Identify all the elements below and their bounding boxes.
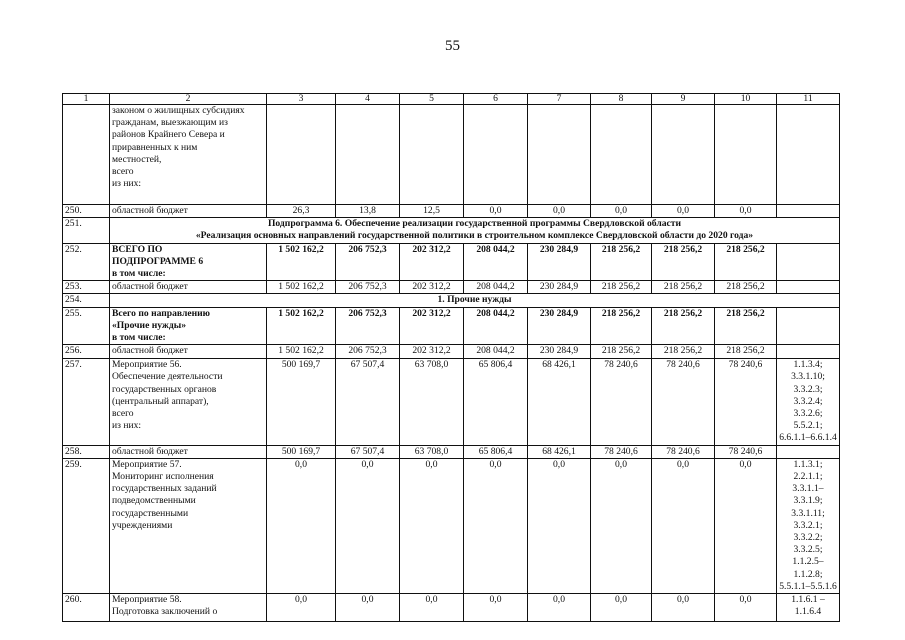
page-number: 55	[445, 38, 460, 54]
value-cell: 0,0	[652, 594, 715, 622]
value-cell: 218 256,2	[652, 281, 715, 294]
value-cell: 206 752,3	[336, 243, 400, 281]
value-cell	[528, 105, 591, 205]
target-ref: 3.3.1.1–3.3.1.9;	[792, 483, 824, 507]
row-number: 252.	[63, 243, 110, 281]
row-label-line: Мониторинг исполнения	[112, 471, 214, 483]
target-ref: 6.6.1.1–6.6.1.4	[779, 432, 837, 444]
target-ref: 5.5.2.1;	[793, 420, 823, 432]
value-cell: 0,0	[715, 594, 777, 622]
row-label	[110, 594, 267, 622]
table-row	[63, 281, 840, 294]
value-cell: 218 256,2	[715, 243, 777, 281]
section-heading-line: «Реализация основных направлений государственной политики в строительном комплексе Свердловской области до 2020 года»	[195, 230, 754, 242]
value-cell: 0,0	[464, 594, 528, 622]
row-number: 257.	[63, 359, 110, 445]
row-number: 258.	[63, 445, 110, 458]
value-cell: 208 044,2	[464, 281, 528, 294]
value-cell: 500 169,7	[267, 445, 336, 458]
value-cell: 1 502 162,2	[267, 281, 336, 294]
value-cell: 1 502 162,2	[267, 345, 336, 359]
row-label-line: областной бюджет	[112, 345, 188, 357]
value-cell: 68 426,1	[528, 445, 591, 458]
table-row	[63, 458, 840, 593]
value-cell	[400, 105, 464, 205]
target-ref: 3.3.1.10;	[791, 371, 825, 383]
row-label-line: (центральный аппарат),	[112, 395, 209, 407]
value-cell: 26,3	[267, 205, 336, 218]
value-cell: 0,0	[528, 205, 591, 218]
value-cell: 0,0	[400, 594, 464, 622]
column-header-5: 5	[400, 94, 464, 105]
row-label-line: государственных органов	[112, 383, 217, 395]
section-heading	[110, 294, 840, 307]
value-cell: 206 752,3	[336, 281, 400, 294]
value-cell: 78 240,6	[652, 359, 715, 445]
value-cell: 0,0	[336, 594, 400, 622]
target-refs	[777, 445, 840, 458]
row-number: 255.	[63, 307, 110, 345]
row-number: 260.	[63, 594, 110, 622]
column-header-4: 4	[336, 94, 400, 105]
target-refs	[777, 281, 840, 294]
row-label	[110, 445, 267, 458]
column-header-row	[63, 94, 840, 105]
value-cell: 218 256,2	[591, 281, 652, 294]
value-cell: 218 256,2	[652, 243, 715, 281]
value-cell: 218 256,2	[715, 281, 777, 294]
row-label-line: областной бюджет	[112, 281, 188, 293]
value-cell: 78 240,6	[652, 445, 715, 458]
row-label-line: приравненных к ним	[112, 141, 198, 153]
table-row	[63, 345, 840, 359]
value-cell: 0,0	[400, 458, 464, 593]
row-label-line: в том числе:	[112, 268, 166, 280]
target-refs	[777, 594, 840, 622]
column-header-3: 3	[267, 94, 336, 105]
value-cell: 230 284,9	[528, 243, 591, 281]
value-cell: 0,0	[715, 458, 777, 593]
row-label-line: из них:	[112, 178, 142, 190]
target-refs	[777, 458, 840, 593]
column-header-7: 7	[528, 94, 591, 105]
value-cell: 0,0	[715, 205, 777, 218]
column-header-2: 2	[110, 94, 267, 105]
target-ref: 2.2.1.1;	[793, 471, 823, 483]
row-label-line: подведомственными	[112, 495, 196, 507]
target-ref: 3.3.2.5;	[793, 544, 823, 556]
target-refs	[777, 205, 840, 218]
row-label	[110, 243, 267, 281]
budget-table	[62, 93, 840, 622]
value-cell: 206 752,3	[336, 307, 400, 345]
target-refs	[777, 243, 840, 281]
column-header-1: 1	[63, 94, 110, 105]
value-cell: 0,0	[464, 205, 528, 218]
target-ref: 1.1.3.4;	[793, 359, 823, 371]
value-cell: 230 284,9	[528, 345, 591, 359]
value-cell: 68 426,1	[528, 359, 591, 445]
row-label	[110, 307, 267, 345]
column-header-10: 10	[715, 94, 777, 105]
table-row	[63, 205, 840, 218]
value-cell: 206 752,3	[336, 345, 400, 359]
row-label-line: Мероприятие 57.	[112, 458, 182, 470]
value-cell: 0,0	[591, 594, 652, 622]
section-heading-line: 1. Прочие нужды	[437, 294, 512, 306]
row-label-line: Мероприятие 58.	[112, 594, 182, 606]
row-number: 250.	[63, 205, 110, 218]
target-ref: 3.3.2.2;	[793, 532, 823, 544]
row-label-line: из них:	[112, 420, 142, 432]
row-number: 259.	[63, 458, 110, 593]
value-cell: 500 169,7	[267, 359, 336, 445]
row-label-line: ПОДПРОГРАММЕ 6	[112, 255, 204, 267]
target-refs	[777, 307, 840, 345]
value-cell: 78 240,6	[715, 445, 777, 458]
target-ref: 1.1.3.1;	[793, 458, 823, 470]
value-cell: 202 312,2	[400, 281, 464, 294]
row-label	[110, 345, 267, 359]
table-row	[63, 218, 840, 243]
section-heading	[110, 218, 840, 243]
row-number: 256.	[63, 345, 110, 359]
value-cell: 65 806,4	[464, 359, 528, 445]
target-ref: 3.3.2.4;	[793, 395, 823, 407]
row-label-line: государственными	[112, 507, 189, 519]
row-number: 253.	[63, 281, 110, 294]
target-ref: 1.1.2.5–1.1.2.8;	[792, 556, 824, 580]
row-label-line: районов Крайнего Севера и	[112, 129, 225, 141]
row-label-line: ВСЕГО ПО	[112, 243, 163, 255]
table-row	[63, 594, 840, 622]
value-cell: 13,8	[336, 205, 400, 218]
row-number: 254.	[63, 294, 110, 307]
value-cell: 208 044,2	[464, 243, 528, 281]
value-cell: 78 240,6	[715, 359, 777, 445]
table-row	[63, 105, 840, 205]
row-label-line: гражданам, выезжающим из	[112, 117, 228, 129]
row-label-line: Подготовка заключений о	[112, 606, 218, 618]
table-row	[63, 359, 840, 445]
value-cell: 0,0	[464, 458, 528, 593]
value-cell: 218 256,2	[652, 345, 715, 359]
target-refs	[777, 359, 840, 445]
value-cell: 78 240,6	[591, 359, 652, 445]
value-cell: 0,0	[652, 458, 715, 593]
target-ref: 1.1.6.1 – 1.1.6.4	[791, 594, 825, 618]
value-cell: 202 312,2	[400, 307, 464, 345]
row-label-line: местностей,	[112, 153, 162, 165]
target-ref: 3.3.1.11;	[791, 507, 825, 519]
value-cell	[591, 105, 652, 205]
target-refs	[777, 345, 840, 359]
value-cell: 218 256,2	[591, 307, 652, 345]
value-cell	[464, 105, 528, 205]
value-cell: 218 256,2	[715, 345, 777, 359]
value-cell: 0,0	[528, 594, 591, 622]
row-label-line: в том числе:	[112, 332, 166, 344]
row-label-line: всего	[112, 166, 134, 178]
row-label-line: законом о жилищных субсидиях	[112, 105, 245, 116]
value-cell: 202 312,2	[400, 243, 464, 281]
value-cell: 0,0	[267, 594, 336, 622]
column-header-9: 9	[652, 94, 715, 105]
row-label-line: «Прочие нужды»	[112, 319, 187, 331]
table-row	[63, 445, 840, 458]
value-cell: 202 312,2	[400, 345, 464, 359]
table-row	[63, 243, 840, 281]
value-cell: 1 502 162,2	[267, 307, 336, 345]
value-cell: 0,0	[528, 458, 591, 593]
target-ref: 3.3.2.3;	[793, 383, 823, 395]
value-cell: 218 256,2	[591, 345, 652, 359]
row-label	[110, 359, 267, 445]
row-label	[110, 281, 267, 294]
value-cell: 78 240,6	[591, 445, 652, 458]
value-cell: 0,0	[336, 458, 400, 593]
row-number: 251.	[63, 218, 110, 243]
section-heading-line: Подпрограмма 6. Обеспечение реализации государственной программы Свердловской области	[267, 218, 682, 230]
table-row	[63, 307, 840, 345]
target-ref: 5.5.1.1–5.5.1.6	[779, 580, 837, 592]
row-label-line: Всего по направлению	[112, 307, 211, 319]
value-cell: 63 708,0	[400, 359, 464, 445]
row-label-line: всего	[112, 408, 134, 420]
target-ref: 3.3.2.6;	[793, 408, 823, 420]
row-label-line: областной бюджет	[112, 445, 188, 457]
value-cell: 208 044,2	[464, 307, 528, 345]
value-cell: 218 256,2	[591, 243, 652, 281]
row-label-line: Мероприятие 56.	[112, 359, 182, 371]
value-cell: 0,0	[591, 458, 652, 593]
value-cell	[336, 105, 400, 205]
value-cell: 63 708,0	[400, 445, 464, 458]
row-number	[63, 105, 110, 205]
value-cell: 0,0	[267, 458, 336, 593]
value-cell: 208 044,2	[464, 345, 528, 359]
row-label-line: учреждениями	[112, 519, 173, 531]
column-header-8: 8	[591, 94, 652, 105]
value-cell	[652, 105, 715, 205]
value-cell: 67 507,4	[336, 445, 400, 458]
value-cell: 218 256,2	[715, 307, 777, 345]
table-row	[63, 294, 840, 307]
target-refs	[777, 105, 840, 205]
row-label-line: областной бюджет	[112, 205, 188, 216]
value-cell: 65 806,4	[464, 445, 528, 458]
row-label	[110, 205, 267, 218]
value-cell: 218 256,2	[652, 307, 715, 345]
value-cell	[267, 105, 336, 205]
value-cell: 230 284,9	[528, 307, 591, 345]
row-label	[110, 458, 267, 593]
value-cell: 67 507,4	[336, 359, 400, 445]
value-cell	[715, 105, 777, 205]
row-label-line: государственных заданий	[112, 483, 217, 495]
value-cell: 12,5	[400, 205, 464, 218]
row-label-line: Обеспечение деятельности	[112, 371, 223, 383]
value-cell: 1 502 162,2	[267, 243, 336, 281]
value-cell: 230 284,9	[528, 281, 591, 294]
target-ref: 3.3.2.1;	[793, 519, 823, 531]
value-cell: 0,0	[652, 205, 715, 218]
column-header-11: 11	[777, 94, 840, 105]
row-label	[110, 105, 267, 205]
column-header-6: 6	[464, 94, 528, 105]
value-cell: 0,0	[591, 205, 652, 218]
